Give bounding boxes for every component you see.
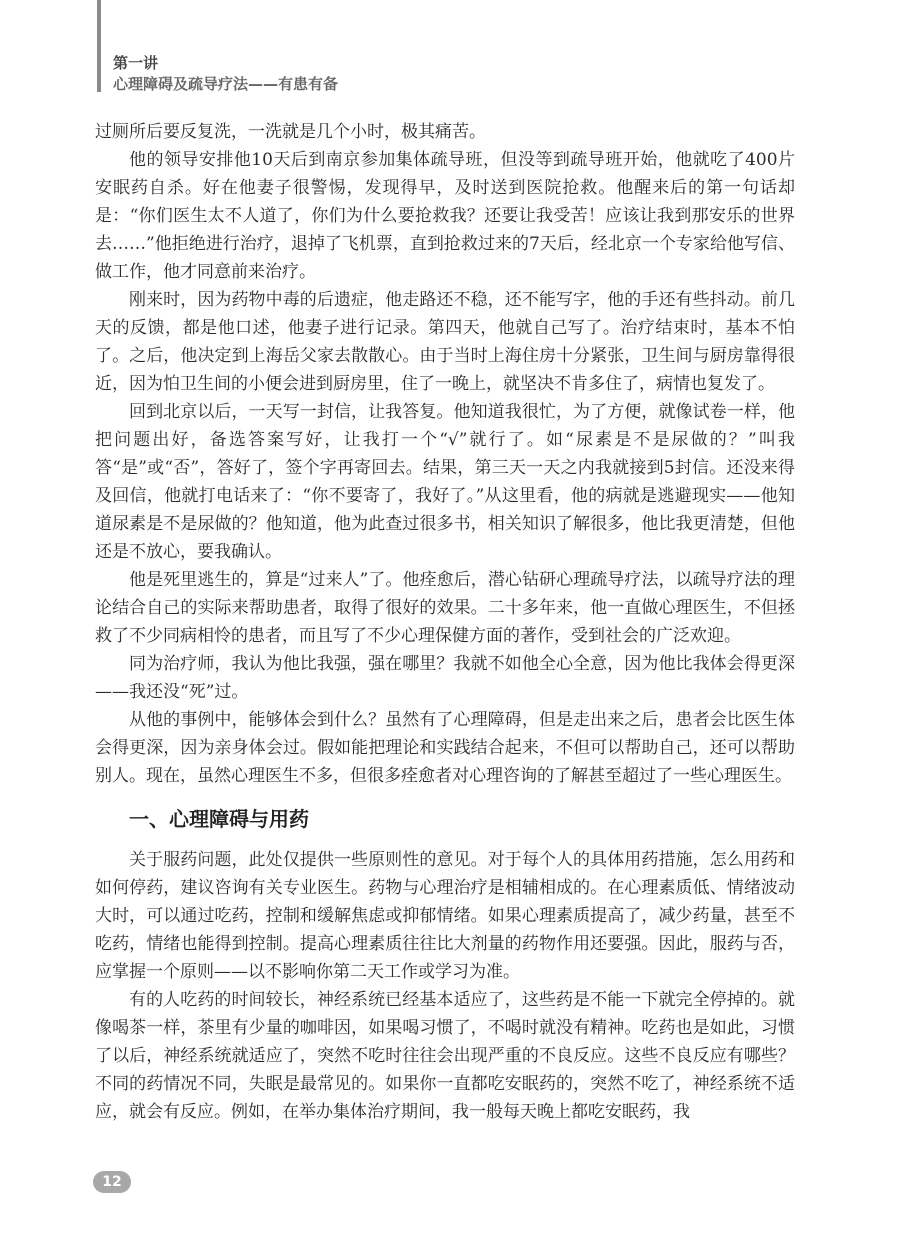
running-header [113, 54, 338, 94]
paragraph: 从他的事例中，能够体会到什么？虽然有了心理障碍，但是走出来之后，患者会比医生体会得更深，因为亲身体会过。假如能把理论和实践结合起来，不但可以帮助自己，还可以帮助别人。现在，虽然心理医生不多，但很多痊愈者对心理咨询的了解甚至超过了一些心理医生。 [95, 710, 795, 786]
paragraph: 他的领导安排他10天后到南京参加集体疏导班，但没等到疏导班开始，他就吃了400片安眠药自杀。好在他妻子很警惕，发现得早，及时送到医院抢救。他醒来后的第一句话却是：“你们医生太不人道了，你们为什么要抢救我？还要让我受苦！应该让我到那安乐的世界去……”他拒绝进行治疗，退掉了飞机票，直到抢救过来的7天后，经北京一个专家给他写信、做工作，他才同意前来治疗。 [95, 150, 795, 282]
paragraph: 回到北京以后，一天写一封信，让我答复。他知道我很忙，为了方便，就像试卷一样，他把问题出好，备选答案写好，让我打一个“√”就行了。如“尿素是不是尿做的？”叫我答“是”或“否”，答好了，签个字再寄回去。结果，第三天一天之内我就接到5封信。还没来得及回信，他就打电话来了：“你不要寄了，我好了。”从这里看，他的病就是逃避现实——他知道尿素是不是尿做的？他知道，他为此查过很多书，相关知识了解很多，他比我更清楚，但他还是不放心，要我确认。 [95, 402, 795, 562]
paragraph: 有的人吃药的时间较长，神经系统已经基本适应了，这些药是不能一下就完全停掉的。就像喝茶一样，茶里有少量的咖啡因，如果喝习惯了，不喝时就没有精神。吃药也是如此，习惯了以后，神经系统就适应了，突然不吃时往往会出现严重的不良反应。这些不良反应有哪些？不同的药情况不同，失眠是最常见的。如果你一直都吃安眠药的，突然不吃了，神经系统不适应，就会有反应。例如，在举办集体治疗期间，我一般每天晚上都吃安眠药，我 [95, 990, 795, 1122]
header-rule [97, 0, 101, 92]
paragraph: 过厕所后要反复洗，一洗就是几个小时，极其痛苦。 [95, 122, 486, 142]
paragraph: 他是死里逃生的，算是“过来人”了。他痊愈后，潜心钻研心理疏导疗法，以疏导疗法的理论结合自己的实际来帮助患者，取得了很好的效果。二十多年来，他一直做心理医生，不但拯救了不少同病相怜的患者，而且写了不少心理保健方面的著作，受到社会的广泛欢迎。 [95, 570, 795, 646]
chapter-subtitle: 心理障碍及疏导疗法——有患有备 [113, 75, 339, 93]
paragraph: 同为治疗师，我认为他比我强，强在哪里？我就不如他全心全意，因为他比我体会得更深——我还没“死”过。 [95, 654, 795, 702]
paragraph: 刚来时，因为药物中毒的后遗症，他走路还不稳，还不能写字，他的手还有些抖动。前几天的反馈，都是他口述，他妻子进行记录。第四天，他就自己写了。治疗结束时，基本不怕了。之后，他决定到上海岳父家去散散心。由于当时上海住房十分紧张，卫生间与厨房靠得很近，因为怕卫生间的小便会进到厨房里，住了一晚上，就坚决不肯多住了，病情也复发了。 [95, 290, 795, 394]
section-heading: 一、心理障碍与用药 [129, 807, 309, 831]
page-body [95, 118, 795, 1126]
paragraph: 关于服药问题，此处仅提供一些原则性的意见。对于每个人的具体用药措施，怎么用药和如何停药，建议咨询有关专业医生。药物与心理治疗是相辅相成的。在心理素质低、情绪波动大时，可以通过吃药，控制和缓解焦虑或抑郁情绪。如果心理素质提高了，减少药量，甚至不吃药，情绪也能得到控制。提高心理素质往往比大剂量的药物作用还要强。因此，服药与否，应掌握一个原则——以不影响你第二天工作或学习为准。 [95, 850, 795, 982]
lecture-label: 第一讲 [113, 54, 159, 72]
page-number: 12 [93, 1171, 131, 1193]
